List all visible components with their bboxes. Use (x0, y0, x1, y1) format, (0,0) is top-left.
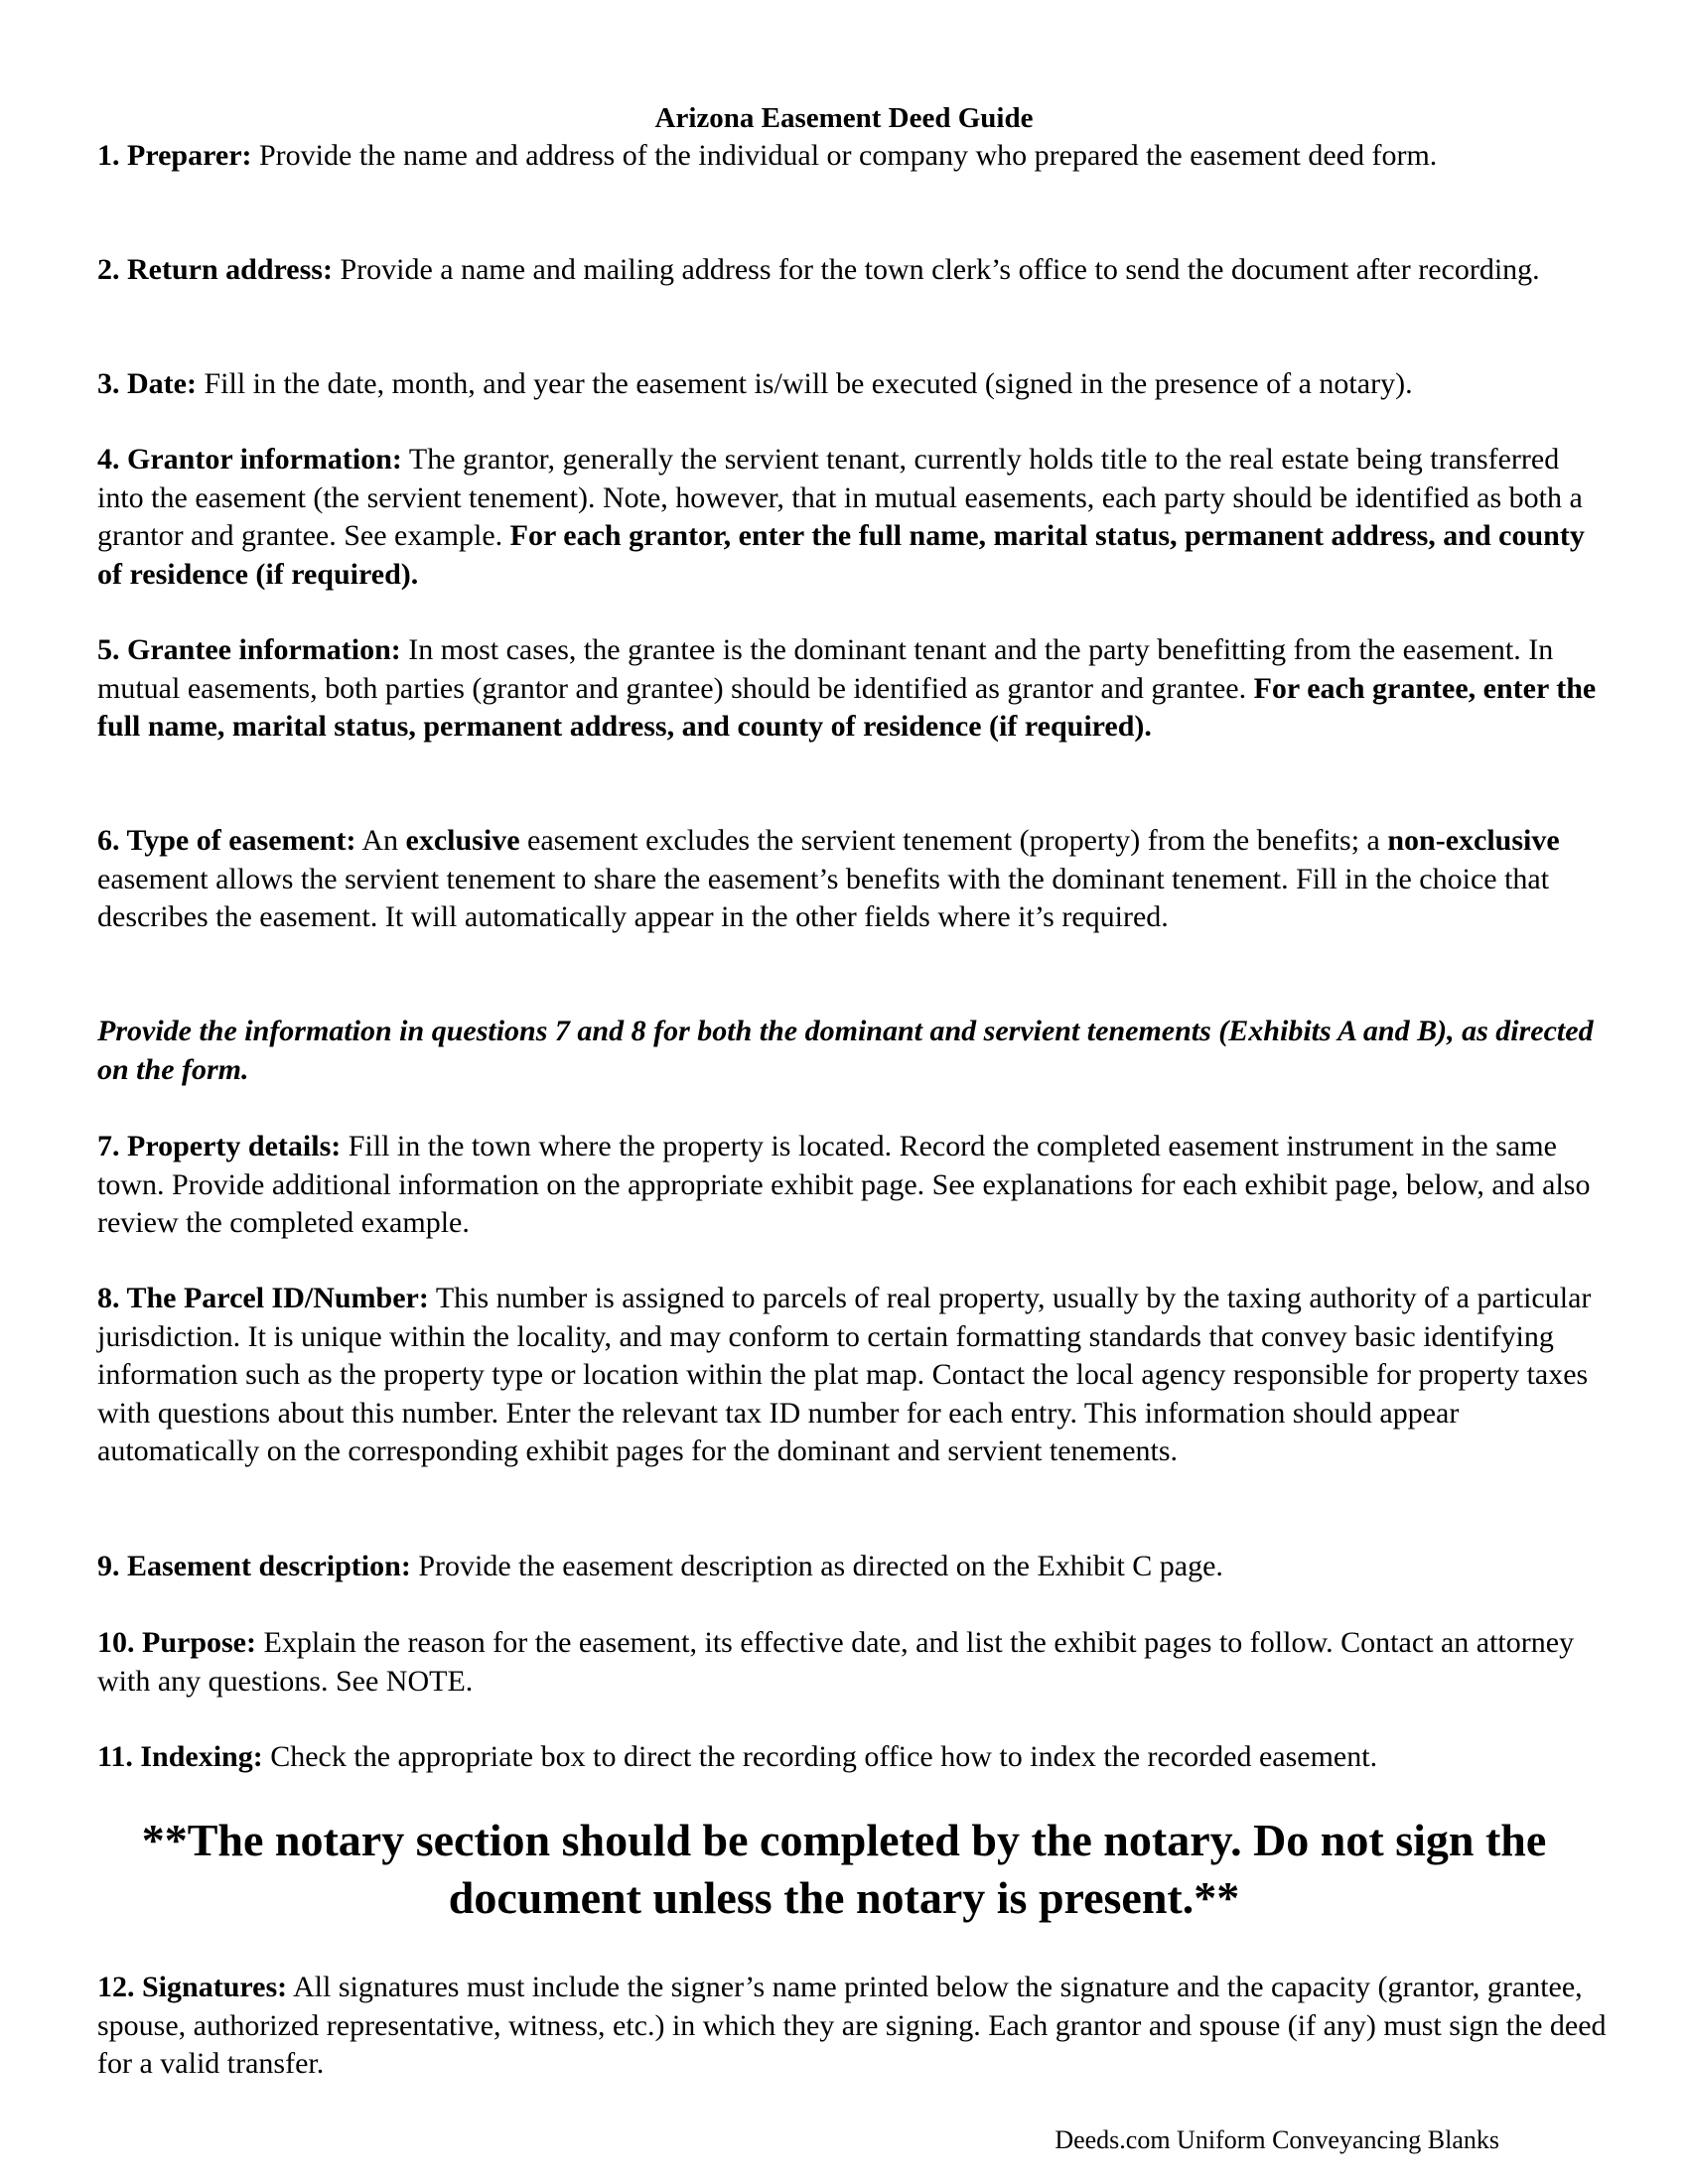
item-label: 8. The Parcel ID/Number: (97, 1282, 429, 1314)
item-label: 9. Easement description: (97, 1550, 411, 1582)
notary-warning: **The notary section should be completed by the notary. Do not sign the document unless the notary is present.** (141, 1815, 1547, 1923)
item-label: 2. Return address: (97, 253, 333, 286)
item-label: 5. Grantee information: (97, 633, 401, 666)
item-text: easement excludes the servient tenement (property) from the benefits; a (519, 824, 1388, 857)
item-label: 11. Indexing: (97, 1740, 263, 1773)
item-label: 3. Date: (97, 367, 197, 400)
item-parcel-id (97, 1280, 1607, 1471)
item-text: Fill in the town where the property is located. Record the completed easement instrument in the same town. Provide additional information on the appropriate exhibit page. See explanations for each exhibit page, below, and also review the completed example. (97, 1130, 1591, 1239)
item-preparer (97, 137, 1607, 176)
item-purpose (97, 1624, 1607, 1701)
term-non-exclusive: non-exclusive (1387, 824, 1560, 857)
item-text: Check the appropriate box to direct the recording office how to index the recorded easement. (262, 1740, 1378, 1773)
exhibits-note: Provide the information in questions 7 and 8 for both the dominant and servient tenements (Exhibits A and B), as directed on the form. (97, 1015, 1594, 1086)
item-bold-instruction: For each grantee, enter the full name, marital status, permanent address, and county of residence (if required). (97, 671, 1597, 743)
item-label: 6. Type of easement: (97, 824, 356, 857)
item-indexing (97, 1738, 1607, 1777)
item-text: The grantor, generally the servient tenant, currently holds title to the real estate being transferred into the easement (the servient tenement). Note, however, that in mutual easements, each party should be identified as both a grantor and grantee. See example. (97, 443, 1583, 552)
item-text: Provide the name and address of the individual or company who prepared the easement deed form. (251, 139, 1438, 172)
item-text: Explain the reason for the easement, its effective date, and list the exhibit pages to follow. Contact an attorney with any questions. See NOTE. (97, 1626, 1575, 1698)
item-text: In most cases, the grantee is the dominant tenant and the party benefitting from the easement. In mutual easements, both parties (grantor and grantee) should be identified as grantor and grantee. (97, 633, 1554, 705)
item-label: 7. Property details: (97, 1130, 342, 1162)
item-text: Provide the easement description as directed on the Exhibit C page. (410, 1550, 1223, 1582)
item-text: Fill in the date, month, and year the easement is/will be executed (signed in the presence of a notary). (196, 367, 1413, 400)
item-text: easement allows the servient tenement to share the easement’s benefits with the dominant tenement. Fill in the choice that describes the easement. It will automatically appear in the other fields where it’s required. (97, 862, 1550, 933)
item-signatures (97, 1969, 1607, 2084)
item-property-details (97, 1128, 1607, 1243)
item-text: Provide a name and mailing address for the town clerk’s office to send the document after recording. (332, 253, 1540, 286)
item-date (97, 365, 1607, 404)
term-exclusive: exclusive (405, 824, 520, 857)
item-easement-description (97, 1548, 1607, 1586)
item-label: 1. Preparer: (97, 139, 252, 172)
item-grantor-information (97, 441, 1607, 594)
item-bold-instruction: For each grantor, enter the full name, marital status, permanent address, and county of residence (if required). (97, 519, 1585, 591)
item-label: 12. Signatures: (97, 1971, 288, 2003)
item-text: All signatures must include the signer’s name printed below the signature and the capacity (grantor, grantee, spouse, authorized representative, witness, etc.) in which they are signing. Each grantor and spouse (if any) must sign the deed for a valid transfer. (97, 1971, 1607, 2080)
item-label: 10. Purpose: (97, 1626, 256, 1659)
document-title: Arizona Easement Deed Guide (654, 102, 1034, 134)
item-label: 4. Grantor information: (97, 443, 402, 476)
footer-text: Deeds.com Uniform Conveyancing Blanks (1055, 2125, 1499, 2154)
item-text: An (355, 824, 406, 857)
item-grantee-information (97, 631, 1607, 747)
item-type-of-easement (97, 822, 1607, 937)
item-text: This number is assigned to parcels of real property, usually by the taxing authority of a particular jurisdiction. It is unique within the locality, and may conform to certain formatting standards that convey basic identifying information such as the property type or location within the plat map. Contact the local agency responsible for property taxes with questions about this number. Enter the relevant tax ID number for each entry. This information should appear automatically on the corresponding exhibit pages for the dominant and servient tenements. (97, 1282, 1592, 1467)
item-return-address (97, 251, 1607, 290)
